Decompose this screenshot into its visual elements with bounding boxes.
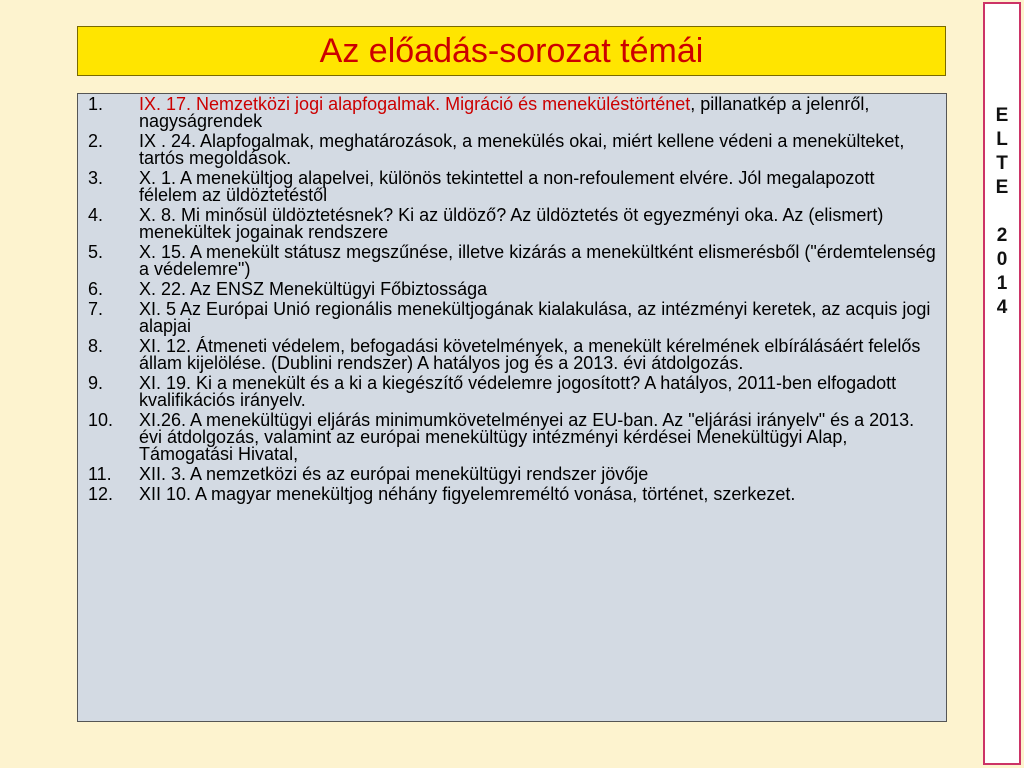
topic-text-highlight: IX. 17. Nemzetközi jogi alapfogalmak. Migráció és meneküléstörténet <box>139 94 691 114</box>
topic-item <box>88 133 936 167</box>
topic-text: XI.26. A menekültügyi eljárás minimumkövetelményei az EU-ban. Az "eljárási irányelv" és a 2013. évi átdolgozás, valamint az európai menekültügy intézményi kérdései Menekültügyi Alap, Támogatási Hivatal, <box>139 410 915 464</box>
topic-number: 6. <box>88 279 104 299</box>
side-year-digit: 0 <box>996 249 1008 270</box>
topic-number: 12. <box>88 484 114 504</box>
side-banner-text <box>985 4 1019 320</box>
topics-panel <box>77 93 947 722</box>
topic-item <box>88 170 936 204</box>
topic-item <box>88 375 936 409</box>
title-bar <box>77 26 946 76</box>
topic-number: 1. <box>88 94 104 114</box>
topic-number: 9. <box>88 373 104 393</box>
topic-item <box>88 281 936 298</box>
topic-number: 8. <box>88 336 104 356</box>
side-year-digit: 1 <box>996 273 1008 294</box>
topic-item <box>88 466 936 483</box>
topic-item <box>88 96 936 130</box>
side-letter: L <box>996 129 1008 150</box>
topic-number: 7. <box>88 299 104 319</box>
topic-number: 2. <box>88 131 104 151</box>
side-spacer <box>985 200 1019 224</box>
topic-item <box>88 301 936 335</box>
topic-item <box>88 412 936 463</box>
topic-number: 4. <box>88 205 104 225</box>
topic-text: X. 15. A menekült státusz megszűnése, illetve kizárás a menekültként elismerésből ("érdemtelenség a védelemre") <box>139 242 936 279</box>
topic-text: , pillanatkép a jelenről, nagyságrendek <box>139 94 870 131</box>
topic-number: 10. <box>88 410 114 430</box>
side-letter: E <box>995 105 1009 126</box>
topic-text: IX . 24. Alapfogalmak, meghatározások, a menekülés okai, miért kellene védeni a menekülteket, tartós megoldások. <box>139 131 905 168</box>
side-year-digit: 4 <box>996 297 1008 318</box>
topic-text: XI. 5 Az Európai Unió regionális menekültjogának kialakulása, az intézményi keretek, az acquis jogi alapjai <box>139 299 931 336</box>
side-year-digit: 2 <box>996 225 1008 246</box>
page-title: Az előadás-sorozat témái <box>319 32 704 70</box>
topic-text: X. 22. Az ENSZ Menekültügyi Főbiztossága <box>139 279 488 299</box>
side-banner <box>983 2 1021 765</box>
side-letter: E <box>995 177 1009 198</box>
topic-list <box>78 94 946 503</box>
topic-text: X. 1. A menekültjog alapelvei, különös tekintettel a non-refoulement elvére. Jól megalapozott félelem az üldöztetéstől <box>139 168 875 205</box>
topic-text: XII. 3. A nemzetközi és az európai menekültügyi rendszer jövője <box>139 464 649 484</box>
topic-item <box>88 207 936 241</box>
topic-text: X. 8. Mi minősül üldöztetésnek? Ki az üldöző? Az üldöztetés öt egyezményi oka. Az (elismert) menekültek jogainak rendszere <box>139 205 884 242</box>
topic-item <box>88 244 936 278</box>
topic-item <box>88 486 936 503</box>
topic-text: XI. 12. Átmeneti védelem, befogadási követelmények, a menekült kérelmének elbírálásáért felelős állam kijelölése. (Dublini rendszer) A hatályos jog és a 2013. évi átdolgozás. <box>139 336 921 373</box>
topic-number: 3. <box>88 168 104 188</box>
topic-number: 11. <box>88 464 112 484</box>
side-letter: T <box>996 153 1008 174</box>
topic-number: 5. <box>88 242 104 262</box>
topic-text: XI. 19. Ki a menekült és a ki a kiegészítő védelemre jogosított? A hatályos, 2011-ben elfogadott kvalifikációs irányelv. <box>139 373 897 410</box>
topic-item <box>88 338 936 372</box>
topic-text: XII 10. A magyar menekültjog néhány figyelemreméltó vonása, történet, szerkezet. <box>139 484 796 504</box>
